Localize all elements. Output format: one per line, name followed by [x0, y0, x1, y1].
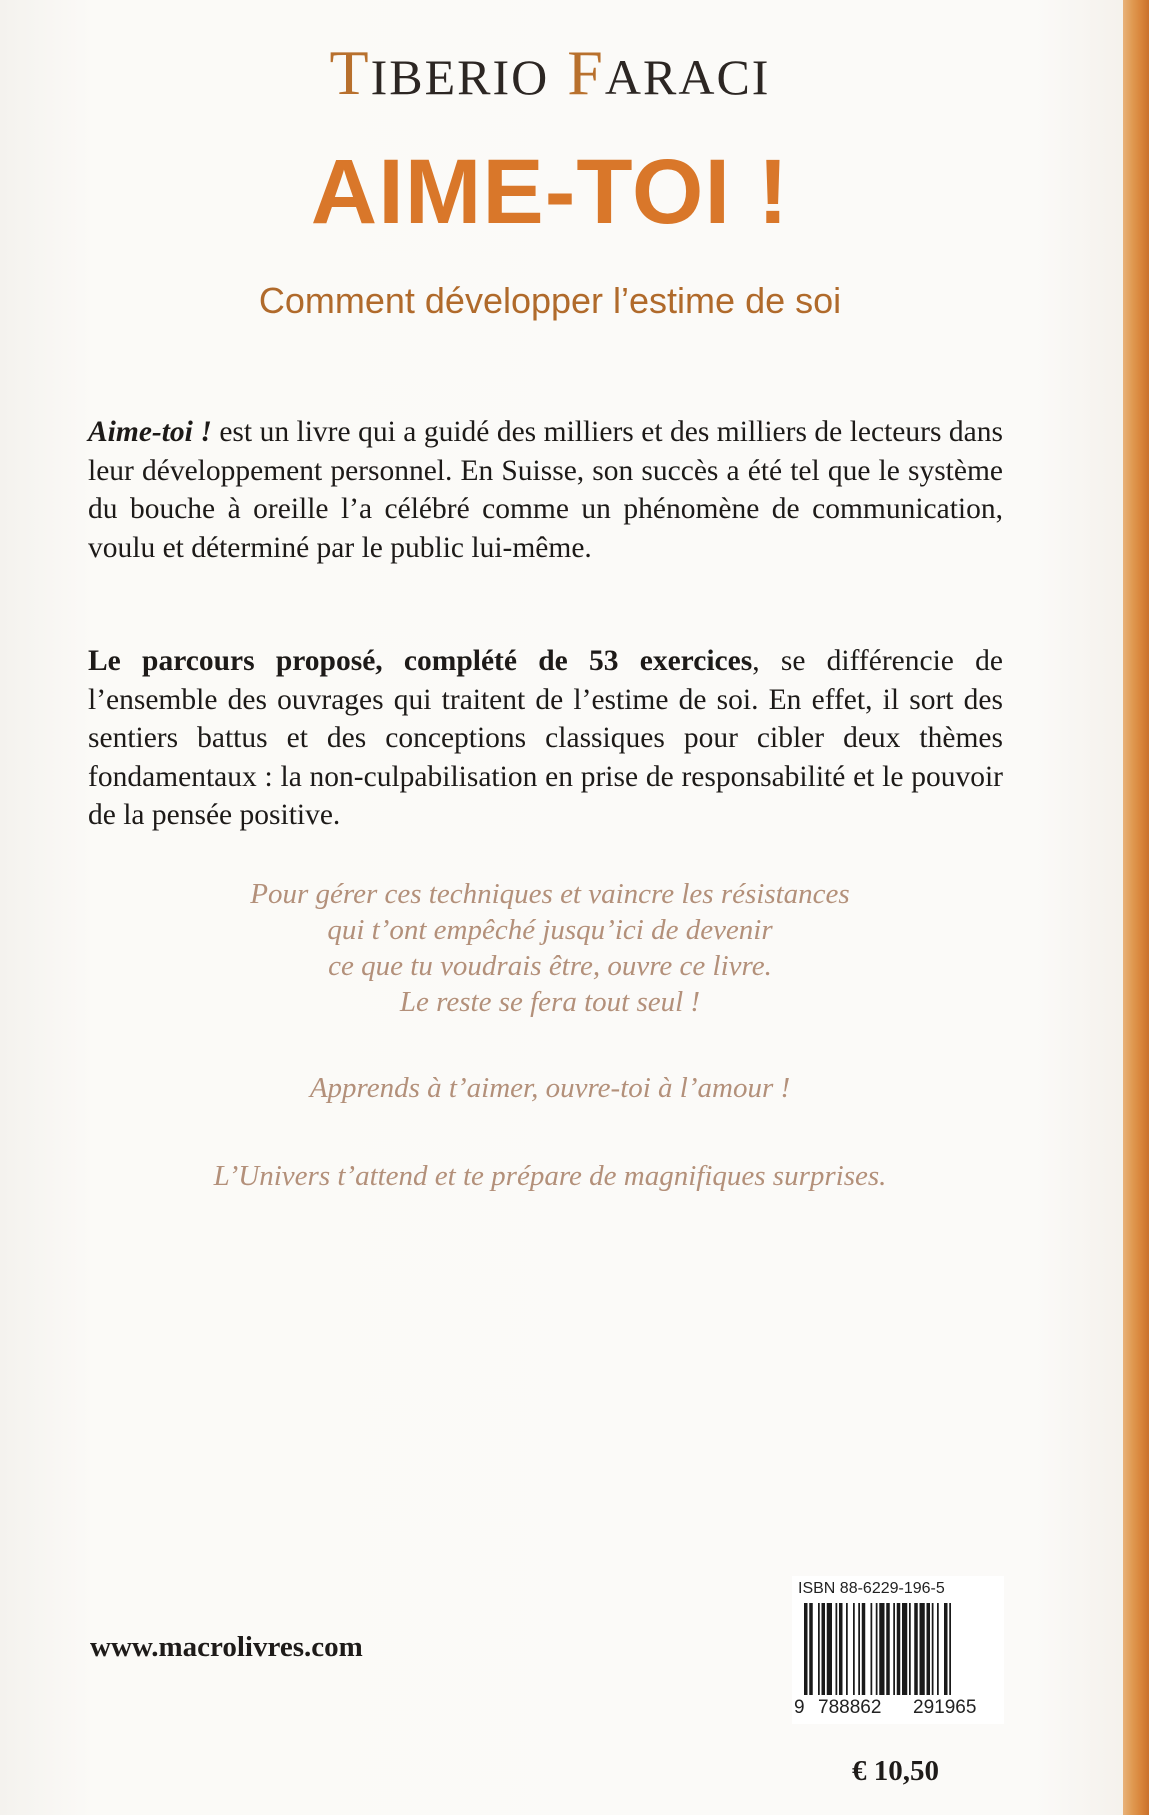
- barcode-bar: [853, 1603, 855, 1695]
- barcode-bar: [818, 1603, 820, 1695]
- barcode-bar: [914, 1603, 918, 1695]
- quote-line: qui t’ont empêché jusqu’ici de devenir: [327, 914, 773, 946]
- publisher-website: www.macrolivres.com: [90, 1631, 363, 1663]
- author-last-initial: F: [567, 37, 605, 108]
- author-last-rest: ARACI: [604, 49, 771, 105]
- quote-line: Pour gérer ces techniques et vaincre les résistances: [250, 878, 850, 910]
- barcode-bar: [920, 1603, 925, 1695]
- book-spine-edge: [1123, 0, 1149, 1815]
- barcode-digit-group-2: 291965: [913, 1697, 977, 1718]
- barcode-bar: [949, 1603, 951, 1695]
- barcode-bar: [927, 1603, 931, 1695]
- quote-line: ce que tu voudrais être, ouvre ce livre.: [328, 950, 772, 982]
- barcode-digit-first: 9: [794, 1697, 805, 1718]
- exercises-emphasis: Le parcours proposé, complété de 53 exercices: [88, 645, 753, 677]
- isbn-label: ISBN 88-6229-196-5: [798, 1580, 945, 1597]
- book-title: AIME-TOI !: [310, 141, 790, 243]
- barcode-bar: [909, 1603, 911, 1695]
- barcode-bar: [886, 1603, 890, 1695]
- paragraph-2-text: , se différencie de l’ensemble des ouvrages qui traitent de l’estime de soi. En effet, il sort des sentiers battus et des conceptions classiques pour cibler deux thèmes fondamentaux : la non-culpabilisation en prise de responsabilité et le pouvoir de la pensée positive.: [88, 645, 1003, 831]
- barcode-bar: [822, 1603, 826, 1695]
- barcode-image: [800, 1603, 1000, 1695]
- barcode-bar: [804, 1603, 808, 1695]
- price: € 10,50: [852, 1755, 939, 1787]
- quote-line: Le reste se fera tout seul !: [399, 986, 701, 1018]
- author-name: [0, 36, 1100, 110]
- barcode-bar: [879, 1603, 884, 1695]
- quote-block-1: [0, 876, 1100, 1020]
- barcode-bar: [827, 1603, 832, 1695]
- barcode-bar: [876, 1603, 878, 1695]
- barcode-bar: [871, 1603, 873, 1695]
- barcode-bar: [897, 1603, 901, 1695]
- barcode-bar: [836, 1603, 838, 1695]
- quote-block-3: L’Univers t’attend et te prépare de magnifiques surprises.: [213, 1160, 887, 1192]
- description-paragraph-2: [88, 642, 1003, 835]
- barcode-bar: [937, 1603, 939, 1695]
- book-subtitle: Comment développer l’estime de soi: [258, 280, 842, 321]
- barcode-bar: [846, 1603, 848, 1695]
- barcode-bar: [893, 1603, 895, 1695]
- barcode-bar: [858, 1603, 860, 1695]
- barcode-bar: [839, 1603, 843, 1695]
- barcode-digit-group-1: 788862: [818, 1697, 882, 1718]
- barcode-bar: [932, 1603, 934, 1695]
- author-first-initial: T: [329, 37, 371, 108]
- author-first-rest: IBERIO: [370, 49, 550, 105]
- barcode-bar: [809, 1603, 813, 1695]
- barcode-bar: [944, 1603, 948, 1695]
- title-emphasis: Aime-toi !: [88, 416, 212, 448]
- quote-block-2: Apprends à t’aimer, ouvre-toi à l’amour !: [309, 1072, 791, 1104]
- barcode-bar: [902, 1603, 907, 1695]
- paragraph-1-text: est un livre qui a guidé des milliers et des milliers de lecteurs dans leur développement personnel. En Suisse, son succès a été tel que le système du bouche à oreille l’a célébré comme un phénomène de communication, voulu et déterminé par le public lui-même.: [88, 416, 1004, 564]
- barcode-bar: [862, 1603, 866, 1695]
- description-paragraph-1: [88, 413, 1003, 567]
